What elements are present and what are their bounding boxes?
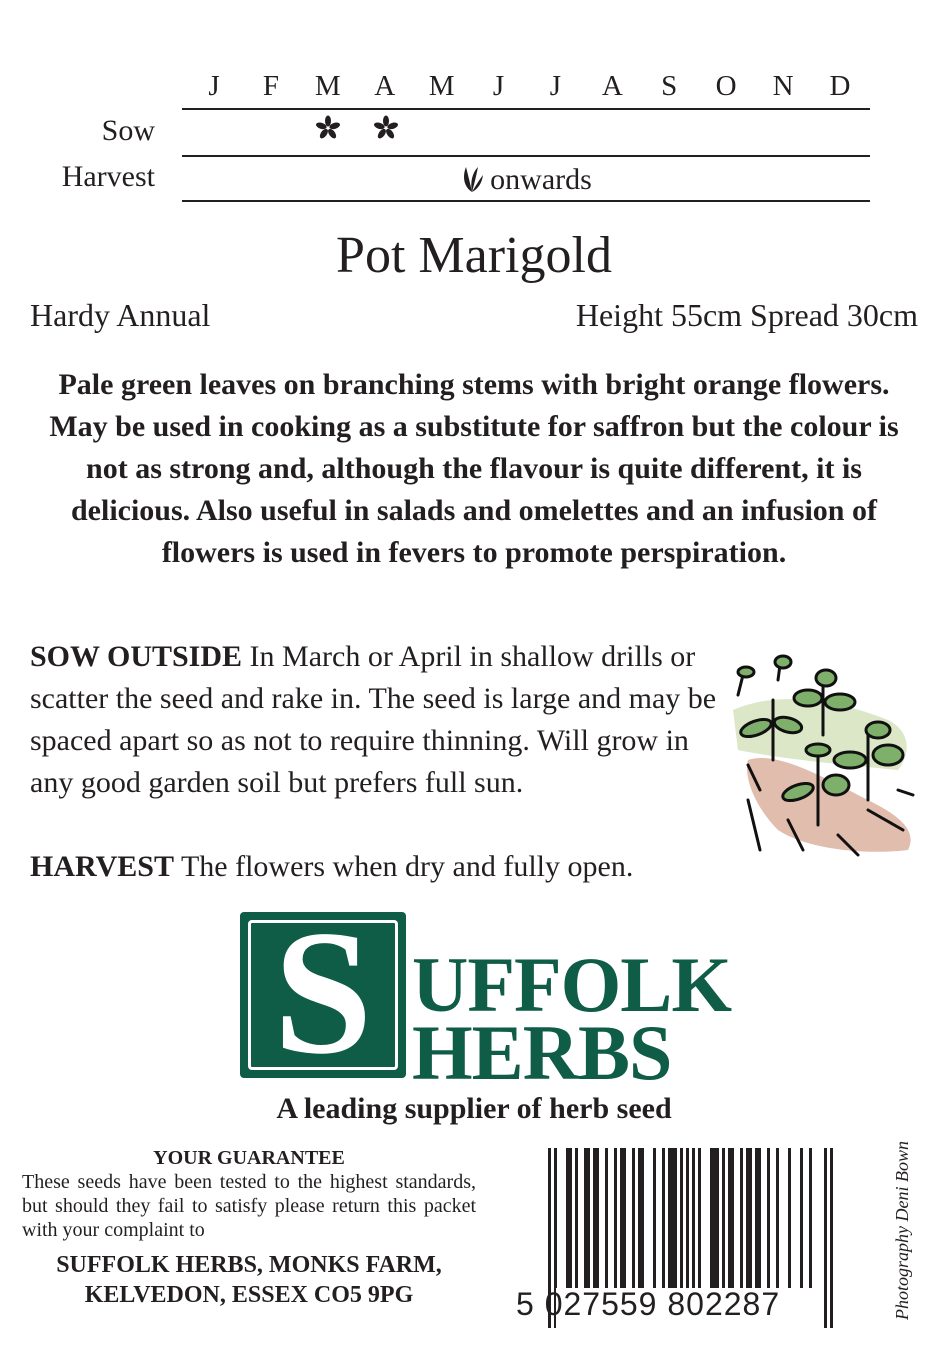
photo-credit-text: Photography Deni Bown [892,1141,912,1320]
month-apr: A [374,70,396,102]
plant-type: Hardy Annual [30,297,211,333]
harvest-row [182,158,870,202]
suffolk-herbs-logo [240,893,731,1096]
month-aug: A [601,70,623,102]
flower-asterisk-icon [308,115,348,149]
month-sep: S [661,70,678,102]
sow-row-label: Sow [101,114,155,147]
month-oct: O [715,70,737,102]
harvest-row-label: Harvest [61,160,155,193]
month-jun: J [492,70,505,102]
plant-dimensions: Height 55cm Spread 30cm [575,297,918,333]
brand-tagline: A leading supplier of herb seed [276,1092,672,1125]
guarantee-section [22,1146,476,1310]
calendar-rule-middle [182,155,870,157]
sow-text: In March or April in shallow drills or scatter the seed and rake in. The seed is large and may be spaced apart so as not to require thinning. Will grow in any good garden soil but prefers full sun. [30,640,717,799]
month-mar: M [314,70,341,102]
guarantee-body: These seeds have been tested to the highest standards, but should they fail to satisfy please return this packet with your complaint to [22,1171,476,1241]
sow-instructions [30,636,730,804]
guarantee-address [22,1250,476,1310]
barcode-number: 5 027559 802287 [516,1286,781,1322]
month-dec: D [829,70,851,102]
calendar-rule-bottom [182,200,870,202]
month-jul: J [549,70,562,102]
seedling-illustration [718,650,938,860]
logo-initial-box [240,893,406,1091]
sow-heading: SOW OUTSIDE [30,640,243,673]
month-header [182,70,870,110]
guarantee-title: YOUR GUARANTEE [153,1147,345,1169]
month-feb: F [262,70,279,102]
product-title: Pot Marigold [336,227,612,284]
flower-asterisk-icon [366,115,406,149]
address-line-2: KELVEDON, ESSEX CO5 9PG [84,1282,414,1308]
calendar-rule-top [182,108,870,110]
product-description: Pale green leaves on branching stems with bright orange flowers. May be used in cooking as a substitute for saffron but the colour is not as strong and, although the flavour is quite different, it is delicious. Also useful in salads and omelettes and an infusion of flowers is used in fevers to promote perspiration. [49,368,899,569]
harvest-onwards-text: onwards [490,163,592,196]
harvest-heading: HARVEST [30,850,174,883]
harvest-text: The flowers when dry and fully open. [173,850,634,883]
logo-word-herbs: HERBS [412,1009,672,1096]
photo-credit [892,1090,922,1320]
month-jan: J [208,70,220,102]
sow-row [182,115,870,155]
logo-initial: S [273,893,373,1091]
logo-word-suffolk: UFFOLK [412,941,731,1028]
harvest-instructions [30,850,633,884]
leaf-icon [460,162,484,190]
address-line-1: SUFFOLK HERBS, MONKS FARM, [56,1252,442,1278]
month-may: M [428,70,455,102]
month-nov: N [772,70,794,102]
barcode [516,1148,848,1328]
